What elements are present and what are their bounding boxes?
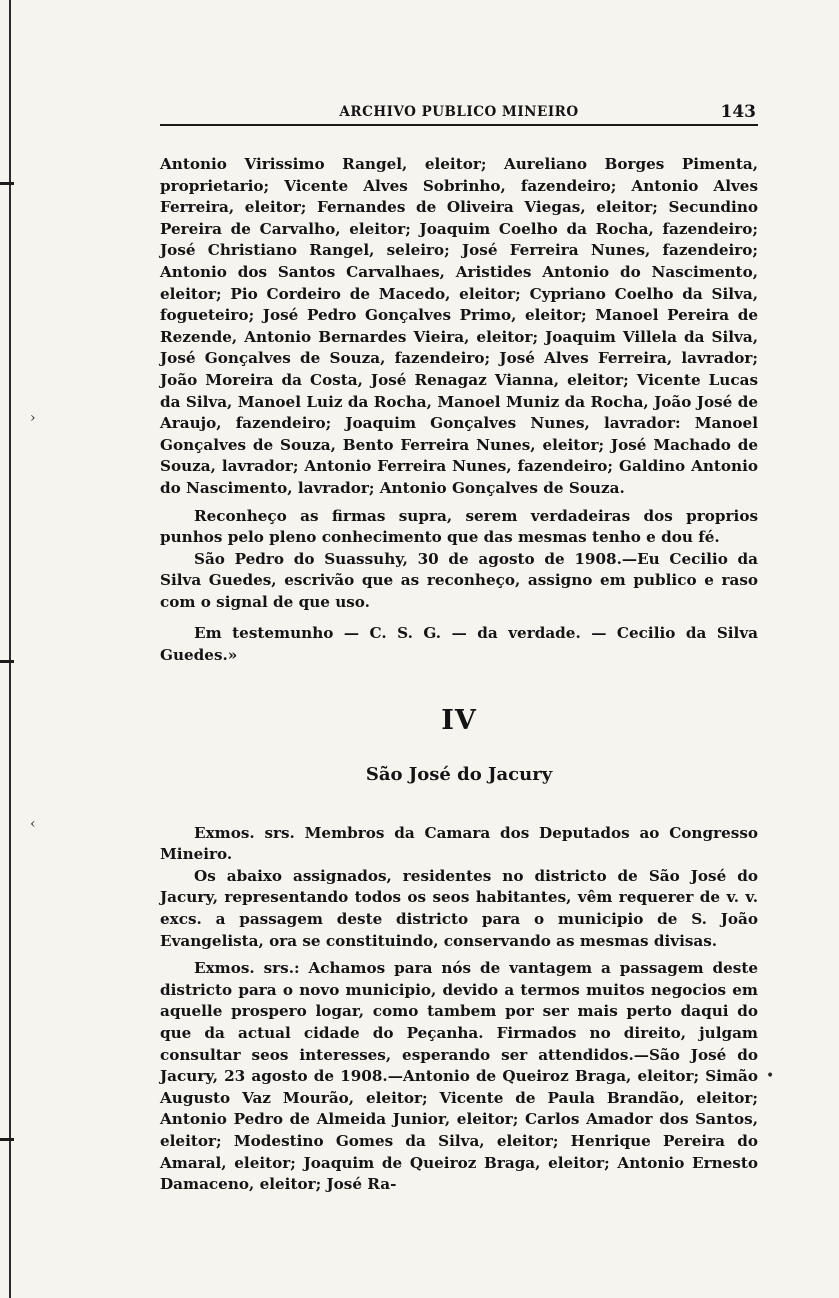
address-paragraph: Exmos. srs. Membros da Camara dos Deputados ao Congresso Mineiro. (160, 823, 758, 864)
margin-mark (0, 1138, 14, 1141)
recognition-paragraph: Reconheço as firmas supra, serem verdadeiras dos proprios punhos pelo pleno conhecimento que das mesmas tenho e dou fé. (160, 506, 758, 547)
section-title: São José do Jacury (365, 763, 553, 785)
reason-paragraph: Exmos. srs.: Achamos para nós de vantagem a passagem deste districto para o novo municipio, devido a termos muitos negocios em aquelle prospero logar, como tambem por ser mais perto daqui do que da actual cidade do Peçanha. Firmados no direito, julgam consultar seos interesses, esperando ser attendidos.—São José do Jacury, 23 agosto de 1908.—Antonio de Queiroz Braga, eleitor; Simão Augusto Vaz Mourão, eleitor; Vicente de Paula Brandão, eleitor; Antonio Pedro de Almeida Junior, eleitor; Carlos Amador dos Santos, eleitor; Modestino Gomes da Silva, eleitor; Henrique Pereira do Amaral, eleitor; Joaquim de Queiroz Braga, eleitor; Antonio Ernesto Damaceno, eleitor; José Ra- (160, 959, 758, 1194)
stray-dot: • (766, 1068, 775, 1084)
stray-mark: ‹ (30, 816, 36, 832)
margin-mark (0, 182, 14, 185)
running-title: ARCHIVO PUBLICO MINEIRO (339, 104, 579, 120)
page-content (160, 96, 758, 1196)
request-paragraph: Os abaixo assignados, residentes no districto de São José do Jacury, representando todos os seos habitantes, vêm requerer de v. v. excs. a passagem deste districto para o municipio de S. João Evangelista, ora se constituindo, conservando as mesmas divisas. (160, 866, 758, 950)
margin-mark (0, 660, 14, 663)
binding-edge-line (0, 0, 11, 1298)
stray-mark: › (30, 410, 36, 426)
testimony-paragraph: Em testemunho — C. S. G. — da verdade. — Cecilio da Silva Guedes.» (160, 624, 758, 665)
date-paragraph: São Pedro do Suassuhy, 30 de agosto de 1908.—Eu Cecilio da Silva Guedes, escrivão que as reconheço, assigno em publico e raso com o signal de que uso. (160, 549, 758, 611)
section-numeral: IV (441, 704, 477, 736)
signatory-list-paragraph: Antonio Virissimo Rangel, eleitor; Aureliano Borges Pimenta, proprietario; Vicente Alves Sobrinho, fazendeiro; Antonio Alves Ferreira, eleitor; Fernandes de Oliveira Viegas, eleitor; Secundino Pereira de Carvalho, eleitor; Joaquim Coelho da Rocha, fazendeiro; José Christiano Rangel, seleiro; José Ferreira Nunes, fazendeiro; Antonio dos Santos Carvalhaes, Aristides Antonio do Nascimento, eleitor; Pio Cordeiro de Macedo, eleitor; Cypriano Coelho da Silva, fogueteiro; José Pedro Gonçalves Primo, eleitor; Manoel Pereira de Rezende, Antonio Bernardes Vieira, eleitor; Joaquim Villela da Silva, José Gonçalves de Souza, fazendeiro; José Alves Ferreira, lavrador; João Moreira da Costa, José Renagaz Vianna, eleitor; Vicente Lucas da Silva, Manoel Luiz da Rocha, Manoel Muniz da Rocha, João José de Araujo, fazendeiro; Joaquim Gonçalves Nunes, lavrador: Manoel Gonçalves de Souza, Bento Ferreira Nunes, eleitor; José Machado de Souza, lavrador; Antonio Ferreira Nunes, fazendeiro; Galdino Antonio do Nascimento, lavrador; Antonio Gonçalves de Souza. (160, 155, 758, 497)
page-number: 143 (720, 102, 756, 122)
running-header (160, 96, 758, 126)
